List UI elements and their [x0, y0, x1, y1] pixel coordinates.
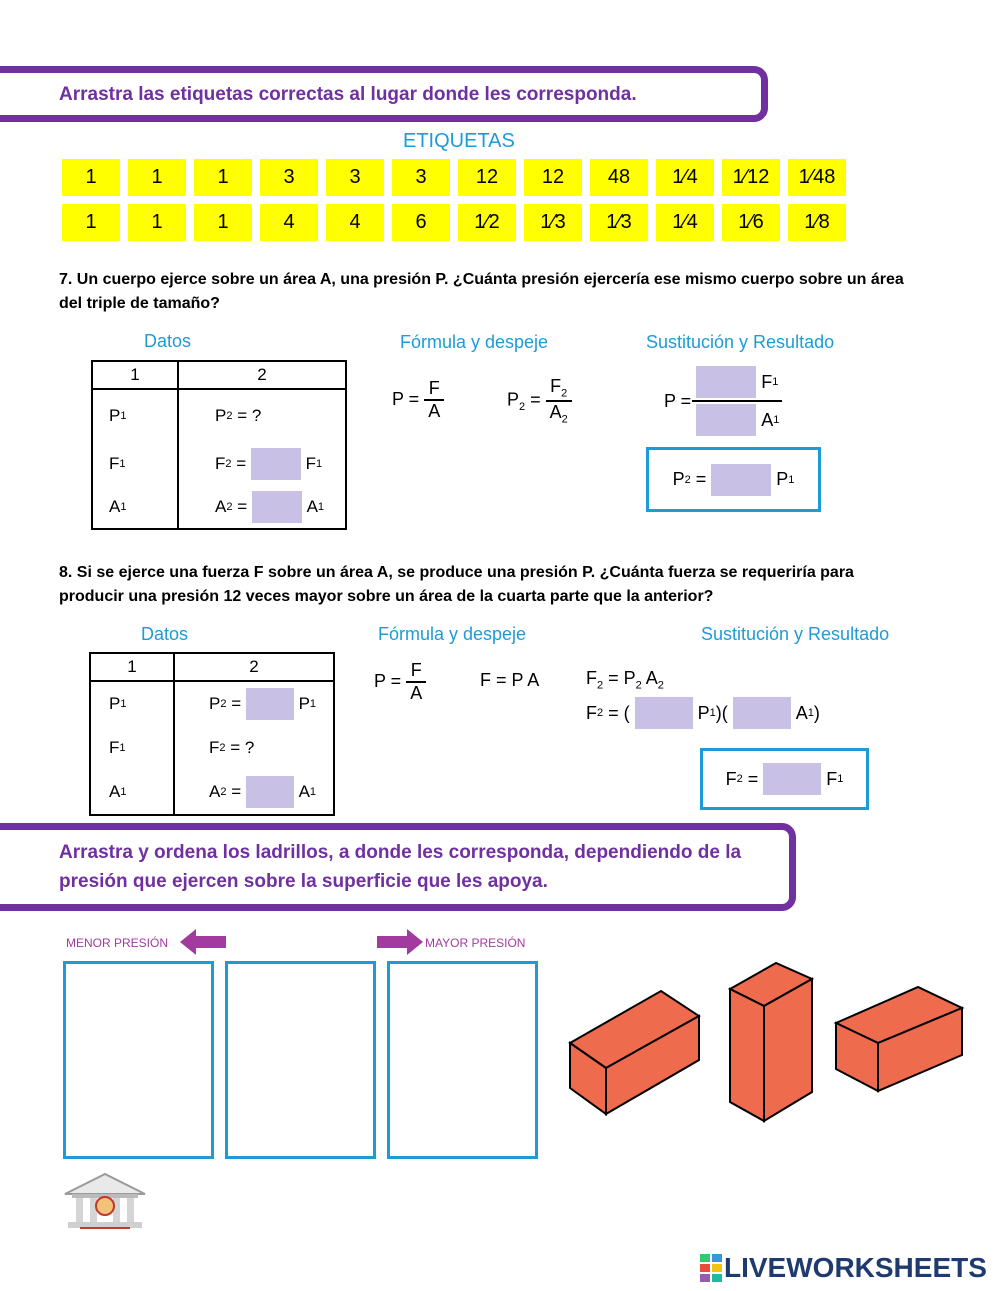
label-tile-2-10[interactable]: 1⁄4	[656, 204, 714, 241]
q7-p1: P 1	[109, 406, 127, 425]
q7-drop-f2[interactable]	[251, 448, 301, 480]
q7-result-box: P 2 = P 1	[646, 447, 821, 512]
q8-formula-title: Fórmula y despeje	[378, 624, 527, 644]
q7-a2: A 2 = A 1	[179, 486, 345, 528]
label-tile-1-2[interactable]: 1	[128, 159, 186, 196]
q8-drop-sub-1[interactable]	[635, 697, 693, 729]
q7-formula-2: $P_2$ = $\frac{F_2}{A_2}$	[507, 376, 572, 425]
q7-f2: F 2 = F 1	[179, 442, 345, 486]
brick-slot-1[interactable]	[63, 961, 214, 1159]
school-logo-icon	[60, 1172, 150, 1234]
label-tile-1-6[interactable]: 3	[392, 159, 450, 196]
q8-drop-p2[interactable]	[246, 688, 294, 720]
brick-slot-3[interactable]	[387, 961, 538, 1159]
q7-drop-result[interactable]	[711, 464, 771, 496]
q8-drop-result[interactable]	[763, 763, 821, 795]
q8-datos-title: Datos	[141, 624, 189, 644]
q8-col2: 2	[174, 653, 334, 681]
right-arrow-icon	[375, 929, 423, 955]
q8-f1: F 1	[109, 738, 126, 757]
label-tile-1-9[interactable]: 48	[590, 159, 648, 196]
mayor-presion-label: MAYOR PRESIÓN	[425, 936, 526, 950]
label-tile-2-5[interactable]: 4	[326, 204, 384, 241]
label-tile-1-7[interactable]: 12	[458, 159, 516, 196]
label-tile-2-6[interactable]: 6	[392, 204, 450, 241]
label-tile-1-11[interactable]: 1⁄12	[722, 159, 780, 196]
q8-drop-sub-2[interactable]	[733, 697, 791, 729]
q7-p2-unknown: = ?	[237, 406, 262, 425]
label-tile-2-11[interactable]: 1⁄6	[722, 204, 780, 241]
q8-p1: P 1	[109, 694, 127, 713]
instruction-1: Arrastra las etiquetas correctas al lugar donde les corresponda.	[59, 84, 637, 105]
etiquetas-title: ETIQUETAS	[403, 130, 515, 152]
q7-col2: 2	[178, 361, 346, 389]
q8-formula-2: F = P A	[480, 670, 540, 690]
label-tile-1-4[interactable]: 3	[260, 159, 318, 196]
label-tile-2-4[interactable]: 4	[260, 204, 318, 241]
q8-substitution-1: $F_2 = P_2$ $A_2$	[586, 668, 664, 692]
q7-f1: F 1	[109, 454, 126, 473]
brick-slot-2[interactable]	[225, 961, 376, 1159]
brand-text: LIVEWORKSHEETS	[724, 1252, 987, 1283]
q8-datos-table	[89, 652, 335, 816]
instruction-2: Arrastra y ordena los ladrillos, a donde les corresponda, dependiendo de la presión que ejercen sobre la superficie que les apoya.	[59, 842, 742, 892]
label-tile-2-1[interactable]: 1	[62, 204, 120, 241]
left-arrow-icon	[180, 929, 228, 955]
q7-datos-table	[91, 360, 347, 530]
label-tile-2-9[interactable]: 1⁄3	[590, 204, 648, 241]
q7-drop-sub-num[interactable]	[696, 366, 756, 398]
q7-datos-title: Datos	[144, 331, 192, 351]
q8-result-box: F 2 = F 1	[700, 748, 869, 810]
question-7: 7. Un cuerpo ejerce sobre un área A, una presión P. ¿Cuánta presión ejercería ese mismo cuerpo sobre un área del triple de tamaño?	[59, 271, 904, 312]
q8-col1: 1	[90, 653, 174, 681]
brick-horizontal-2[interactable]	[832, 985, 967, 1095]
label-tile-2-3[interactable]: 1	[194, 204, 252, 241]
q7-substitution: P = F 1 A 1	[664, 364, 782, 438]
label-tile-2-7[interactable]: 1⁄2	[458, 204, 516, 241]
q8-substitution-2: F 2 = ( P 1 )( A 1 )	[586, 697, 820, 729]
label-tile-2-8[interactable]: 1⁄3	[524, 204, 582, 241]
q8-sust-title: Sustitución y Resultado	[701, 624, 890, 644]
q7-drop-sub-den[interactable]	[696, 404, 756, 436]
question-8: 8. Si se ejerce una fuerza F sobre un área A, se produce una presión P. ¿Cuánta fuerza se requeriría para producir una presión 12 veces mayor sobre un área de la cuarta parte que la anterior?	[59, 564, 854, 605]
q8-drop-a2[interactable]	[246, 776, 294, 808]
label-tile-2-2[interactable]: 1	[128, 204, 186, 241]
label-tile-1-5[interactable]: 3	[326, 159, 384, 196]
q7-drop-a2[interactable]	[252, 491, 302, 523]
q7-formula-title: Fórmula y despeje	[400, 332, 549, 352]
label-tile-1-1[interactable]: 1	[62, 159, 120, 196]
q8-a2: A 2 = A 1	[175, 770, 333, 814]
brick-horizontal-1[interactable]	[566, 988, 716, 1118]
q7-sust-title: Sustitución y Resultado	[646, 332, 835, 352]
q8-a1: A 1	[109, 782, 127, 801]
q8-p2: P 2 = P 1	[175, 682, 333, 726]
liveworksheets-logo	[700, 1252, 987, 1284]
label-tile-2-12[interactable]: 1⁄8	[788, 204, 846, 241]
q7-a1: A 1	[109, 497, 127, 516]
menor-presion-label: MENOR PRESIÓN	[66, 936, 169, 950]
label-tile-1-3[interactable]: 1	[194, 159, 252, 196]
q8-f2: F 2 = ?	[209, 738, 255, 757]
label-tile-1-10[interactable]: 1⁄4	[656, 159, 714, 196]
label-tile-1-8[interactable]: 12	[524, 159, 582, 196]
label-tile-1-12[interactable]: 1⁄48	[788, 159, 846, 196]
q7-col1: 1	[92, 361, 178, 389]
q7-formula-1: P = $\frac{F}{A}$	[392, 378, 444, 422]
q8-formula-1: P = $\frac{F}{A}$	[374, 660, 426, 704]
q7-p2: P 2 = ?	[215, 406, 262, 425]
liveworksheets-icon	[700, 1254, 722, 1282]
q8-f2-unknown: = ?	[230, 738, 255, 757]
brick-vertical[interactable]	[726, 957, 821, 1127]
